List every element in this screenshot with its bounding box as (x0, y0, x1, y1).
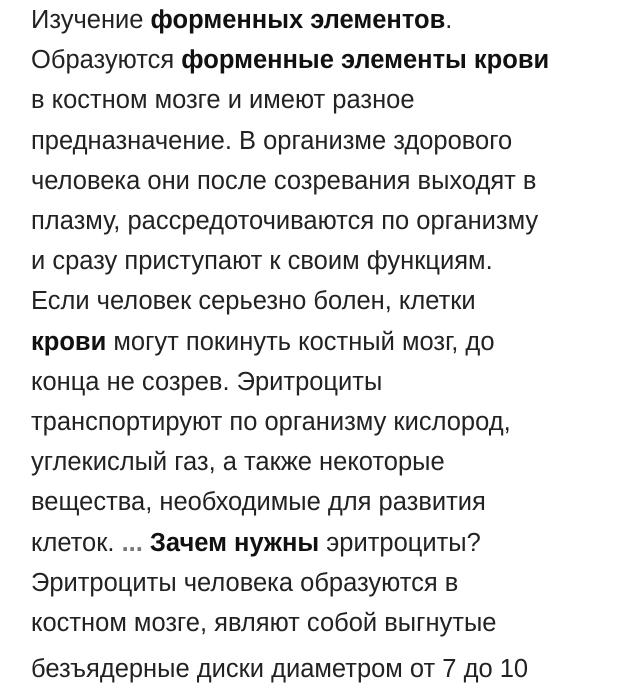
ellipsis: ... (121, 528, 143, 557)
bold-keyword: форменные элементы крови (181, 46, 550, 75)
bold-keyword: крови (31, 327, 107, 356)
text-line: предназначение. В организме здорового (31, 126, 513, 155)
text-line-cut-off: безъядерные диски диаметром от 7 до 10 (31, 655, 529, 684)
text-segment: клеток. (31, 528, 122, 557)
text-line: конца не созрев. Эритроциты (31, 367, 383, 396)
text-line: транспортируют по организму кислород, (31, 408, 511, 437)
text-segment: . (445, 6, 453, 34)
text-segment: Образуются (31, 46, 182, 75)
bold-keyword: Зачем нужны (149, 528, 320, 557)
text-segment: эритроциты? (319, 528, 481, 557)
text-segment: могут покинуть костный мозг, до (106, 327, 495, 356)
bold-keyword: форменных элементов (150, 6, 446, 34)
text-line: человека они после созревания выходят в (31, 166, 537, 195)
text-line: в костном мозге и имеют разное (31, 86, 415, 115)
text-line: и сразу приступают к своим функциям. (31, 247, 493, 276)
text-line: углекислый газ, а также некоторые (31, 448, 445, 477)
text-line (31, 0, 631, 40)
article-snippet (31, 0, 631, 683)
text-segment: Изучение (31, 6, 151, 34)
text-line: Если человек серьезно болен, клетки (31, 287, 476, 316)
text-line (31, 40, 631, 80)
text-line: костном мозге, являют собой выгнутые (31, 609, 497, 638)
text-segment (143, 529, 150, 557)
text-line: плазму, рассредоточиваются по организму (31, 207, 539, 236)
text-line (31, 322, 631, 362)
text-line: Эритроциты человека образуются в (31, 568, 459, 597)
text-line (31, 523, 631, 563)
text-line: вещества, необходимые для развития (31, 488, 486, 517)
